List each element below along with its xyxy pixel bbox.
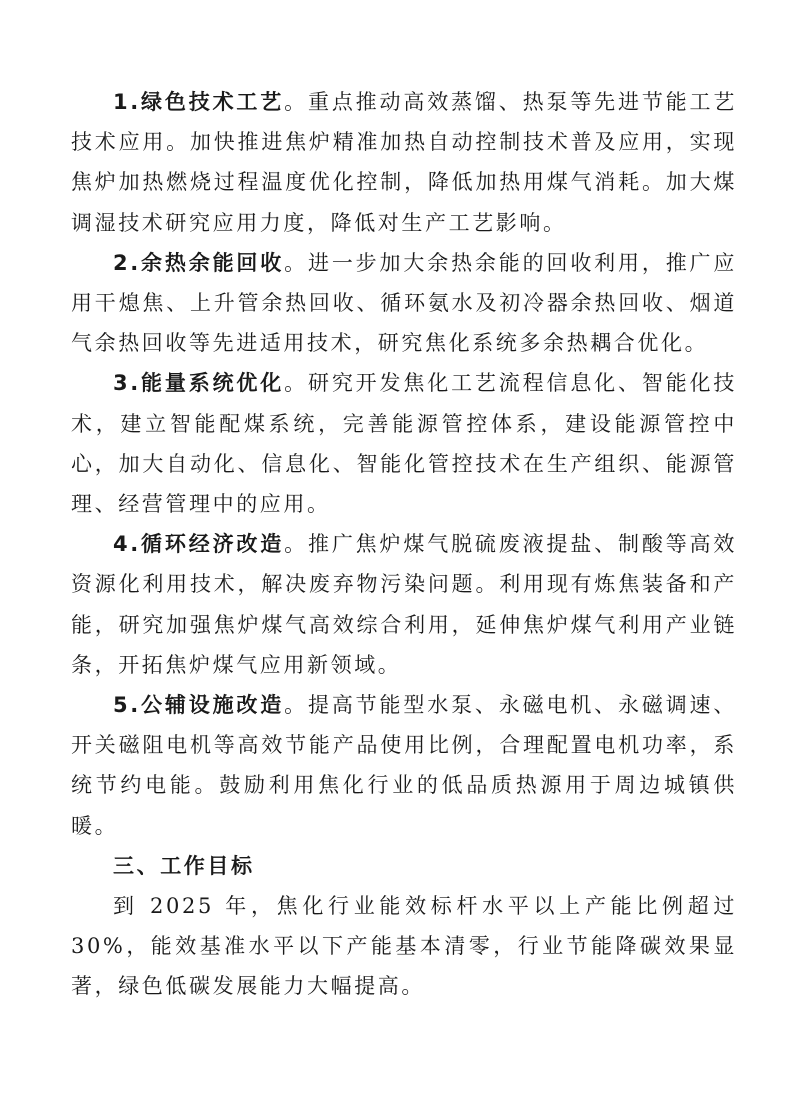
goal-paragraph: 到 2025 年，焦化行业能效标杆水平以上产能比例超过 30%，能效基准水平以下产能基本清零，行业节能降碳效果显著，绿色低碳发展能力大幅提高。 <box>71 894 737 999</box>
paragraph-item-3 <box>71 363 737 524</box>
item-1-text: 。重点推动高效蒸馏、热泵等先进节能工艺技术应用。加快推进焦炉精准加热自动控制技术普及应用，实现焦炉加热燃烧过程温度优化控制，降低加热用煤气消耗。加大煤调湿技术研究应用力度，降低对生产工艺影响。 <box>71 90 738 235</box>
item-2-text: 。进一步加大余热余能的回收利用，推广应用干熄焦、上升管余热回收、循环氨水及初冷器余热回收、烟道气余热回收等先进适用技术，研究焦化系统多余热耦合优化。 <box>71 250 738 356</box>
item-2-lead: 2.余热余能回收 <box>113 250 285 275</box>
paragraph-item-2 <box>71 243 737 364</box>
item-5-text: 。提高节能型水泵、永磁电机、永磁调速、开关磁阻电机等高效节能产品使用比例，合理配置电机功率，系统节约电能。鼓励利用焦化行业的低品质热源用于周边城镇供暖。 <box>71 693 738 838</box>
section-heading: 三、工作目标 <box>113 853 255 878</box>
item-3-text: 。研究开发焦化工艺流程信息化、智能化技术，建立智能配煤系统，完善能源管控体系，建设能源管控中心，加大自动化、信息化、智能化管控技术在生产组织、能源管理、经营管理中的应用。 <box>71 371 738 517</box>
document-body <box>71 82 737 1007</box>
item-3-lead: 3.能量系统优化 <box>113 371 285 396</box>
item-4-text: 。推广焦炉煤气脱硫废液提盐、制酸等高效资源化利用技术，解决废弃物污染问题。利用现有炼焦装备和产能，研究加强焦炉煤气高效综合利用，延伸焦炉煤气利用产业链条，开拓焦炉煤气应用新领域。 <box>71 532 738 677</box>
item-5-lead: 5.公辅设施改造 <box>113 693 285 718</box>
paragraph-item-5 <box>71 685 737 846</box>
item-4-lead: 4.循环经济改造 <box>113 532 285 557</box>
paragraph-item-4 <box>71 524 737 685</box>
item-1-lead: 1.绿色技术工艺 <box>113 90 285 114</box>
paragraph-item-1 <box>71 82 737 243</box>
